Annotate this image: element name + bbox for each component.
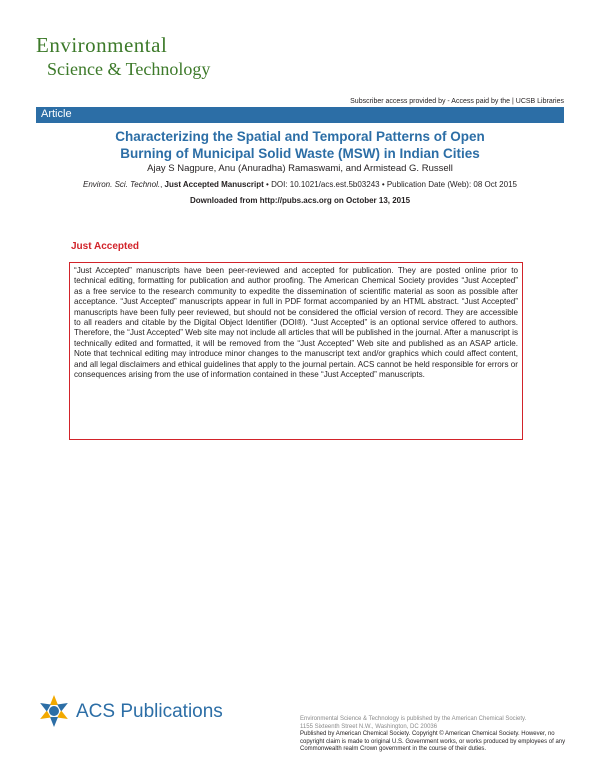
just-accepted-box [69, 262, 523, 440]
article-title [36, 128, 564, 162]
citation-line: Environ. Sci. Technol., Just Accepted Manuscript • DOI: 10.1021/acs.est.5b03243 • Publication Date (Web): 08 Oct 2015 [83, 180, 517, 189]
publisher-footer [300, 716, 570, 754]
title-line-2: Burning of Municipal Solid Waste (MSW) in Indian Cities [120, 146, 480, 161]
footer-line-2: 1155 Sixteenth Street N.W., Washington, DC 20036 [300, 723, 438, 730]
acs-emblem-icon [36, 693, 72, 729]
citation-status: Just Accepted Manuscript [164, 180, 264, 189]
citation-doi[interactable]: • DOI: 10.1021/acs.est.5b03243 • Publication Date (Web): 08 Oct 2015 [266, 180, 517, 189]
subscriber-access-note: Subscriber access provided by - Access paid by the | UCSB Libraries [350, 98, 564, 105]
acs-publications-logo[interactable] [36, 693, 236, 733]
just-accepted-text: “Just Accepted” manuscripts have been peer-reviewed and accepted for publication. They are posted online prior to technical editing, formatting for publication and author proofing. The American Chemical Society provides “Just Accepted” as a free service to the research community to expedite the dissemination of scientific material as soon as possible after acceptance. “Just Accepted” manuscripts appear in full in PDF format accompanied by an HTML abstract. “Just Accepted” manuscripts have been fully peer reviewed, but should not be considered the official version of record. They are accessible to all readers and citable by the Digital Object Identifier (DOI®). “Just Accepted” is an optional service offered to authors. Therefore, the “Just Accepted” Web site may not include all articles that will be published in the journal. After a manuscript is technically edited and formatted, it will be removed from the “Just Accepted” Web site and published as an ASAP article. Note that technical editing may introduce minor changes to the manuscript text and/or graphics which could affect content, and all legal disclaimers and ethical guidelines that apply to the journal pertain. ACS cannot be held responsible for errors or consequences arising from the use of information contained in these “Just Accepted” manuscripts. [74, 266, 518, 380]
acs-publications-wordmark: ACS Publications [76, 701, 223, 722]
downloaded-note[interactable]: Downloaded from http://pubs.acs.org on October 13, 2015 [189, 196, 411, 205]
just-accepted-heading: Just Accepted [71, 241, 139, 252]
journal-logo [36, 33, 211, 95]
footer-line-1: Environmental Science & Technology is published by the American Chemical Society. [300, 716, 527, 722]
citation-journal: Environ. Sci. Technol. [83, 180, 161, 189]
article-type-label: Article [41, 108, 72, 120]
footer-copyright: Published by American Chemical Society. Copyright © American Chemical Society. However, no copyright claim is made to original U.S. Government works, or works produced by employees of any Commonwealth realm Crown government in the course of their duties. [300, 731, 566, 753]
journal-logo-line1: Environmental [36, 33, 168, 57]
journal-logo-line2: Science & Technology [47, 59, 211, 79]
article-type-bar [36, 107, 564, 123]
title-line-1: Characterizing the Spatial and Temporal Patterns of Open [115, 129, 485, 144]
authors: Ajay S Nagpure, Anu (Anuradha) Ramaswami, and Armistead G. Russell [147, 163, 453, 174]
